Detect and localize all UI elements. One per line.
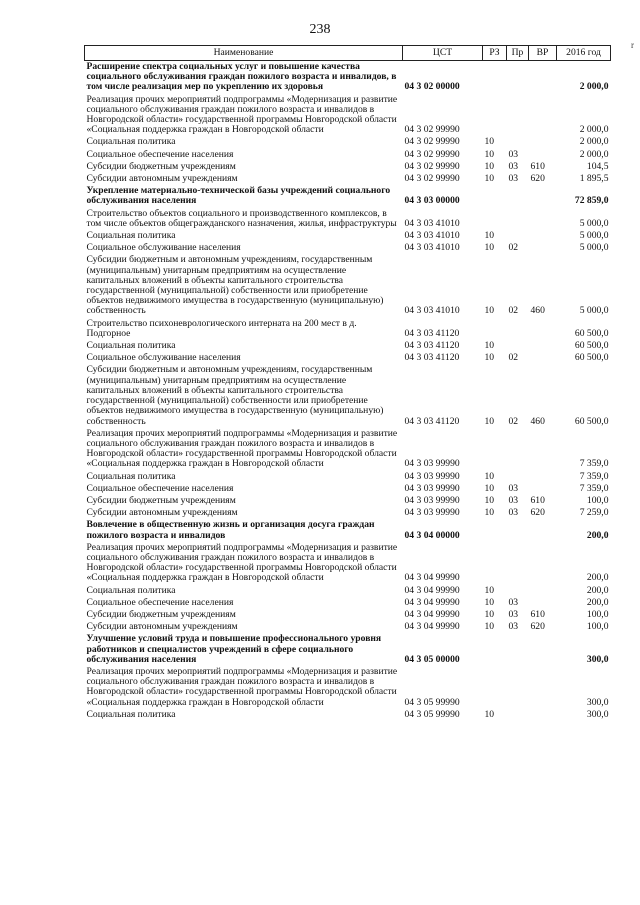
row-cst: 04 3 05 00000 bbox=[404, 653, 460, 665]
header-pr: Пр bbox=[507, 46, 529, 61]
row-name: Социальное обслуживание населения bbox=[86, 352, 241, 364]
row-vr bbox=[529, 352, 557, 364]
row-cst: 04 3 03 41120 bbox=[404, 352, 460, 364]
table-row bbox=[85, 483, 611, 495]
row-rz: 10 bbox=[484, 230, 495, 242]
row-amount: 5 000,0 bbox=[579, 230, 609, 242]
row-amount: 100,0 bbox=[586, 608, 609, 620]
row-rz: 10 bbox=[484, 482, 495, 494]
row-cst: 04 3 02 99990 bbox=[404, 124, 460, 136]
row-cst: 04 3 03 99990 bbox=[404, 470, 460, 482]
row-pr: 03 bbox=[508, 148, 519, 160]
table-row bbox=[85, 149, 611, 161]
row-name: Строительство психоневрологического интерната на 200 мест в д. Подгорное bbox=[86, 317, 357, 339]
row-amount: 300,0 bbox=[586, 696, 609, 708]
row-pr bbox=[507, 94, 529, 137]
row-pr: 02 bbox=[508, 242, 519, 254]
table-row bbox=[85, 364, 611, 427]
row-vr: 610 bbox=[530, 608, 545, 620]
row-cst: 04 3 04 99990 bbox=[404, 621, 460, 633]
table-row bbox=[85, 633, 611, 666]
row-cst: 04 3 02 00000 bbox=[404, 81, 460, 93]
row-rz bbox=[483, 61, 507, 94]
table-row bbox=[85, 621, 611, 633]
row-vr bbox=[529, 428, 557, 471]
row-cst: 04 3 03 99990 bbox=[404, 482, 460, 494]
row-rz: 10 bbox=[484, 136, 495, 148]
header-cst: ЦСТ bbox=[403, 46, 483, 61]
row-amount: 7 359,0 bbox=[579, 482, 609, 494]
row-name: Укрепление материально-технической базы учреждений социального обслуживания населения bbox=[86, 185, 391, 207]
budget-table bbox=[84, 45, 611, 721]
row-vr bbox=[529, 340, 557, 352]
row-cst: 04 3 03 00000 bbox=[404, 195, 460, 207]
header-vr: ВР bbox=[529, 46, 557, 61]
row-vr bbox=[529, 149, 557, 161]
row-cst: 04 3 05 99990 bbox=[404, 696, 460, 708]
row-amount: 300,0 bbox=[586, 653, 609, 665]
row-vr bbox=[529, 61, 557, 94]
row-name: Строительство объектов социального и производственного комплексов, в том числе объектов общегражданского назначения, жилья, инфраструктуры bbox=[86, 207, 397, 229]
row-cst: 04 3 03 41010 bbox=[404, 305, 460, 317]
margin-mark: r bbox=[631, 40, 634, 50]
row-pr bbox=[507, 185, 529, 207]
row-name: Расширение спектра социальных услуг и повышение качества социального обслуживания граждан пожилого возраста и инвалидов, в том числе реализация мер по укреплению их здоровья bbox=[86, 61, 397, 93]
row-name: Социальная политика bbox=[86, 470, 176, 482]
table-row bbox=[85, 709, 611, 721]
row-amount: 104,5 bbox=[586, 160, 609, 172]
row-vr bbox=[529, 483, 557, 495]
row-cst: 04 3 04 99990 bbox=[404, 584, 460, 596]
row-cst: 04 3 03 41120 bbox=[404, 327, 460, 339]
row-vr: 610 bbox=[530, 160, 545, 172]
row-rz: 10 bbox=[484, 148, 495, 160]
row-vr: 620 bbox=[530, 507, 545, 519]
table-row bbox=[85, 428, 611, 471]
row-vr bbox=[529, 519, 557, 541]
row-amount: 2 000,0 bbox=[579, 148, 609, 160]
row-cst: 04 3 03 41010 bbox=[404, 242, 460, 254]
row-rz: 10 bbox=[484, 173, 495, 185]
row-vr bbox=[529, 471, 557, 483]
row-pr: 03 bbox=[508, 596, 519, 608]
row-vr: 620 bbox=[530, 173, 545, 185]
row-pr bbox=[507, 709, 529, 721]
row-vr bbox=[529, 597, 557, 609]
row-rz: 10 bbox=[484, 352, 495, 364]
row-vr: 610 bbox=[530, 494, 545, 506]
row-amount: 5 000,0 bbox=[579, 217, 609, 229]
row-rz bbox=[483, 208, 507, 230]
row-name: Социальное обеспечение населения bbox=[86, 482, 234, 494]
row-rz: 10 bbox=[484, 621, 495, 633]
row-name: Социальное обслуживание населения bbox=[86, 242, 241, 254]
row-cst: 04 3 03 99990 bbox=[404, 494, 460, 506]
row-pr bbox=[507, 208, 529, 230]
row-rz bbox=[483, 318, 507, 340]
row-name: Социальное обеспечение населения bbox=[86, 596, 234, 608]
row-cst: 04 3 04 99990 bbox=[404, 608, 460, 620]
row-amount: 60 500,0 bbox=[574, 352, 609, 364]
table-row bbox=[85, 352, 611, 364]
row-amount: 2 000,0 bbox=[579, 124, 609, 136]
row-amount: 2 000,0 bbox=[579, 81, 609, 93]
row-amount: 72 859,0 bbox=[574, 195, 609, 207]
row-pr: 02 bbox=[508, 415, 519, 427]
row-pr bbox=[507, 542, 529, 585]
row-name: Субсидии бюджетным учреждениям bbox=[86, 608, 236, 620]
row-pr bbox=[507, 666, 529, 709]
row-vr bbox=[529, 230, 557, 242]
row-vr bbox=[529, 318, 557, 340]
row-amount: 200,0 bbox=[586, 529, 609, 541]
row-cst: 04 3 03 41120 bbox=[404, 340, 460, 352]
row-name: Социальное обеспечение населения bbox=[86, 148, 234, 160]
row-vr: 460 bbox=[530, 305, 545, 317]
row-pr bbox=[507, 519, 529, 541]
row-cst: 04 3 03 41010 bbox=[404, 230, 460, 242]
row-rz: 10 bbox=[484, 596, 495, 608]
row-name: Вовлечение в общественную жизнь и организация досуга граждан пожилого возраста и инвалидов bbox=[86, 519, 375, 541]
row-rz: 10 bbox=[484, 494, 495, 506]
row-name: Субсидии автономным учреждениям bbox=[86, 621, 238, 633]
table-row bbox=[85, 161, 611, 173]
table-row bbox=[85, 136, 611, 148]
row-name: Субсидии бюджетным учреждениям bbox=[86, 494, 236, 506]
page-number: 238 bbox=[309, 22, 331, 37]
row-amount: 7 359,0 bbox=[579, 458, 609, 470]
row-pr: 02 bbox=[508, 352, 519, 364]
table-row bbox=[85, 318, 611, 340]
row-cst: 04 3 02 99990 bbox=[404, 173, 460, 185]
row-name: Субсидии автономным учреждениям bbox=[86, 173, 238, 185]
row-cst: 04 3 03 41120 bbox=[404, 415, 460, 427]
row-rz: 10 bbox=[484, 340, 495, 352]
row-pr bbox=[507, 318, 529, 340]
row-amount: 200,0 bbox=[586, 572, 609, 584]
row-name: Социальная политика bbox=[86, 136, 176, 148]
row-pr bbox=[507, 633, 529, 666]
row-amount: 5 000,0 bbox=[579, 242, 609, 254]
row-rz: 10 bbox=[484, 470, 495, 482]
table-row bbox=[85, 542, 611, 585]
row-pr bbox=[507, 428, 529, 471]
header-rz: РЗ bbox=[483, 46, 507, 61]
row-cst: 04 3 04 00000 bbox=[404, 529, 460, 541]
row-name: Реализация прочих мероприятий подпрограммы «Модернизация и развитие социального обслуживания граждан пожилого возраста и инвалидов в Новгородской области» государственной программы Новгородской области «Социальная поддержка граждан в Новгородской области bbox=[86, 665, 398, 708]
table-row bbox=[85, 242, 611, 254]
header-year: 2016 год bbox=[557, 46, 611, 61]
table-row bbox=[85, 597, 611, 609]
row-cst: 04 3 03 41010 bbox=[404, 217, 460, 229]
row-pr bbox=[507, 230, 529, 242]
row-name: Субсидии автономным учреждениям bbox=[86, 507, 238, 519]
row-amount: 100,0 bbox=[586, 621, 609, 633]
row-amount: 300,0 bbox=[586, 708, 609, 720]
row-name: Социальная политика bbox=[86, 584, 176, 596]
row-vr bbox=[529, 585, 557, 597]
row-rz bbox=[483, 633, 507, 666]
row-vr: 460 bbox=[530, 415, 545, 427]
row-pr bbox=[507, 471, 529, 483]
table-row bbox=[85, 230, 611, 242]
row-cst: 04 3 02 99990 bbox=[404, 148, 460, 160]
row-rz bbox=[483, 542, 507, 585]
row-cst: 04 3 04 99990 bbox=[404, 596, 460, 608]
table-row bbox=[85, 173, 611, 185]
row-amount: 5 000,0 bbox=[579, 305, 609, 317]
row-name: Субсидии бюджетным и автономным учреждениям, государственным (муниципальным) унитарным предприятиям на осуществление капитальных вложений в объекты капитального строительства государственной (муниципальной) собственности или приобретение объектов недвижимого имущества в государственную (муниципальную) собственность bbox=[86, 364, 384, 427]
table-body bbox=[85, 61, 611, 721]
row-rz: 10 bbox=[484, 415, 495, 427]
row-amount: 200,0 bbox=[586, 596, 609, 608]
row-cst: 04 3 04 99990 bbox=[404, 572, 460, 584]
table-row bbox=[85, 94, 611, 137]
row-amount: 60 500,0 bbox=[574, 340, 609, 352]
row-name: Социальная политика bbox=[86, 708, 176, 720]
table-row bbox=[85, 666, 611, 709]
row-pr bbox=[507, 340, 529, 352]
row-rz: 10 bbox=[484, 305, 495, 317]
row-name: Реализация прочих мероприятий подпрограммы «Модернизация и развитие социального обслуживания граждан пожилого возраста и инвалидов в Новгородской области» государственной программы Новгородской области «Социальная поддержка граждан в Новгородской области bbox=[86, 541, 398, 584]
table-header bbox=[85, 46, 611, 61]
row-name: Субсидии бюджетным и автономным учреждениям, государственным (муниципальным) унитарным предприятиям на осуществление капитальных вложений в объекты капитального строительства государственной (муниципальной) собственности или приобретение объектов недвижимого имущества в государственную (муниципальную) собственность bbox=[86, 254, 384, 317]
row-amount: 60 500,0 bbox=[574, 415, 609, 427]
row-pr: 03 bbox=[508, 494, 519, 506]
row-rz bbox=[483, 185, 507, 207]
row-cst: 04 3 02 99990 bbox=[404, 160, 460, 172]
row-name: Социальная политика bbox=[86, 340, 176, 352]
row-amount: 100,0 bbox=[586, 494, 609, 506]
row-vr bbox=[529, 633, 557, 666]
row-amount: 7 259,0 bbox=[579, 507, 609, 519]
row-amount: 2 000,0 bbox=[579, 136, 609, 148]
row-rz bbox=[483, 94, 507, 137]
row-vr bbox=[529, 136, 557, 148]
table-row bbox=[85, 609, 611, 621]
row-cst: 04 3 05 99990 bbox=[404, 708, 460, 720]
table-row bbox=[85, 340, 611, 352]
row-vr bbox=[529, 709, 557, 721]
row-name: Субсидии бюджетным учреждениям bbox=[86, 160, 236, 172]
row-name: Реализация прочих мероприятий подпрограммы «Модернизация и развитие социального обслуживания граждан пожилого возраста и инвалидов в Новгородской области» государственной программы Новгородской области «Социальная поддержка граждан в Новгородской области bbox=[86, 427, 398, 470]
row-rz: 10 bbox=[484, 608, 495, 620]
row-rz: 10 bbox=[484, 708, 495, 720]
row-pr: 03 bbox=[508, 621, 519, 633]
row-amount: 200,0 bbox=[586, 584, 609, 596]
row-rz: 10 bbox=[484, 242, 495, 254]
row-rz bbox=[483, 428, 507, 471]
row-name: Улучшение условий труда и повышение профессионального уровня работников и специалистов учреждений в сфере социального обслуживания населения bbox=[86, 633, 382, 665]
row-rz: 10 bbox=[484, 160, 495, 172]
table-row bbox=[85, 185, 611, 207]
row-cst: 04 3 02 99990 bbox=[404, 136, 460, 148]
row-vr bbox=[529, 242, 557, 254]
row-vr bbox=[529, 185, 557, 207]
row-name: Реализация прочих мероприятий подпрограммы «Модернизация и развитие социального обслуживания граждан пожилого возраста и инвалидов в Новгородской области» государственной программы Новгородской области «Социальная поддержка граждан в Новгородской области bbox=[86, 93, 398, 136]
table-row bbox=[85, 519, 611, 541]
row-vr: 620 bbox=[530, 621, 545, 633]
row-pr: 02 bbox=[508, 305, 519, 317]
row-cst: 04 3 03 99990 bbox=[404, 458, 460, 470]
row-pr bbox=[507, 585, 529, 597]
table-row bbox=[85, 507, 611, 519]
row-vr bbox=[529, 208, 557, 230]
row-amount: 7 359,0 bbox=[579, 470, 609, 482]
row-pr bbox=[507, 136, 529, 148]
table-row bbox=[85, 495, 611, 507]
table-row bbox=[85, 254, 611, 317]
row-vr bbox=[529, 542, 557, 585]
row-name: Социальная политика bbox=[86, 230, 176, 242]
row-pr: 03 bbox=[508, 507, 519, 519]
table-row bbox=[85, 61, 611, 94]
row-vr bbox=[529, 94, 557, 137]
row-pr: 03 bbox=[508, 173, 519, 185]
row-pr bbox=[507, 61, 529, 94]
row-vr bbox=[529, 666, 557, 709]
table-row bbox=[85, 471, 611, 483]
table-row bbox=[85, 585, 611, 597]
row-amount: 60 500,0 bbox=[574, 327, 609, 339]
row-pr: 03 bbox=[508, 160, 519, 172]
row-pr: 03 bbox=[508, 482, 519, 494]
row-rz bbox=[483, 666, 507, 709]
row-rz bbox=[483, 519, 507, 541]
row-cst: 04 3 03 99990 bbox=[404, 507, 460, 519]
row-rz: 10 bbox=[484, 507, 495, 519]
row-rz: 10 bbox=[484, 584, 495, 596]
header-name: Наименование bbox=[85, 46, 403, 61]
row-pr: 03 bbox=[508, 608, 519, 620]
row-amount: 1 895,5 bbox=[579, 173, 609, 185]
table-row bbox=[85, 208, 611, 230]
